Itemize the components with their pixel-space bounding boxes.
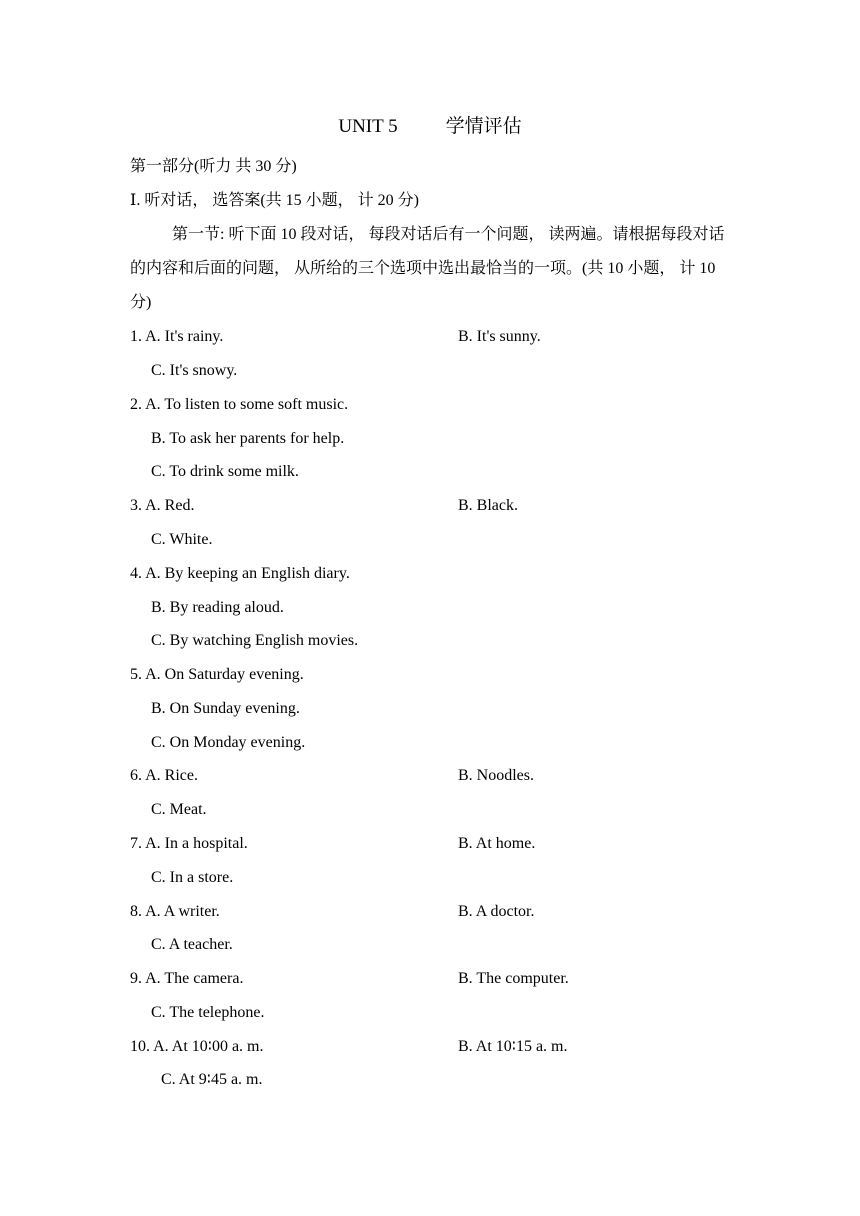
- q2-option-c: C. To drink some milk.: [151, 463, 299, 480]
- q6-option-c: C. Meat.: [151, 801, 207, 818]
- q4-option-a: 4. A. By keeping an English diary.: [130, 565, 350, 582]
- q8-option-b: B. A doctor.: [458, 903, 535, 920]
- q7-option-b: B. At home.: [458, 835, 536, 852]
- q7-option-a: 7. A. In a hospital.: [130, 835, 248, 852]
- q1-option-b: B. It's sunny.: [458, 328, 541, 345]
- q4-option-b: B. By reading aloud.: [151, 599, 284, 616]
- section-heading: Ⅰ. 听对话， 选答案(共 15 小题， 计 20 分): [130, 192, 419, 209]
- q5-option-b: B. On Sunday evening.: [151, 700, 300, 717]
- q1-option-c: C. It's snowy.: [151, 362, 238, 379]
- q2-option-a: 2. A. To listen to some soft music.: [130, 396, 349, 413]
- q9-option-b: B. The computer.: [458, 970, 569, 987]
- q2-option-b: B. To ask her parents for help.: [151, 430, 345, 447]
- q3-option-a: 3. A. Red.: [130, 497, 195, 514]
- q5-option-c: C. On Monday evening.: [151, 734, 306, 751]
- q3-option-c: C. White.: [151, 531, 213, 548]
- q5-option-a: 5. A. On Saturday evening.: [130, 666, 304, 683]
- q10-option-c: C. At 9∶45 a. m.: [161, 1071, 263, 1088]
- q7-option-c: C. In a store.: [151, 869, 234, 886]
- unit-label: UNIT 5: [338, 116, 398, 137]
- q6-option-b: B. Noodles.: [458, 767, 534, 784]
- q8-option-a: 8. A. A writer.: [130, 903, 220, 920]
- title-subtitle: 学情评估: [445, 116, 522, 137]
- q1-option-a: 1. A. It's rainy.: [130, 328, 224, 345]
- instructions-paragraph: 第一节: 听下面 10 段对话， 每段对话后有一个问题， 读两遍。请根据每段对话的内容和后面的问题， 从所给的三个选项中选出最恰当的一项。(共 10 小题， 计 10 分): [130, 226, 725, 311]
- page-title: [0, 114, 860, 140]
- part-heading: 第一部分(听力 共 30 分): [130, 158, 297, 175]
- q9-option-c: C. The telephone.: [151, 1004, 265, 1021]
- q6-option-a: 6. A. Rice.: [130, 767, 198, 784]
- q10-option-b: B. At 10∶15 a. m.: [458, 1038, 568, 1055]
- q8-option-c: C. A teacher.: [151, 936, 233, 953]
- q3-option-b: B. Black.: [458, 497, 518, 514]
- q9-option-a: 9. A. The camera.: [130, 970, 244, 987]
- q4-option-c: C. By watching English movies.: [151, 632, 359, 649]
- q10-option-a: 10. A. At 10∶00 a. m.: [130, 1038, 264, 1055]
